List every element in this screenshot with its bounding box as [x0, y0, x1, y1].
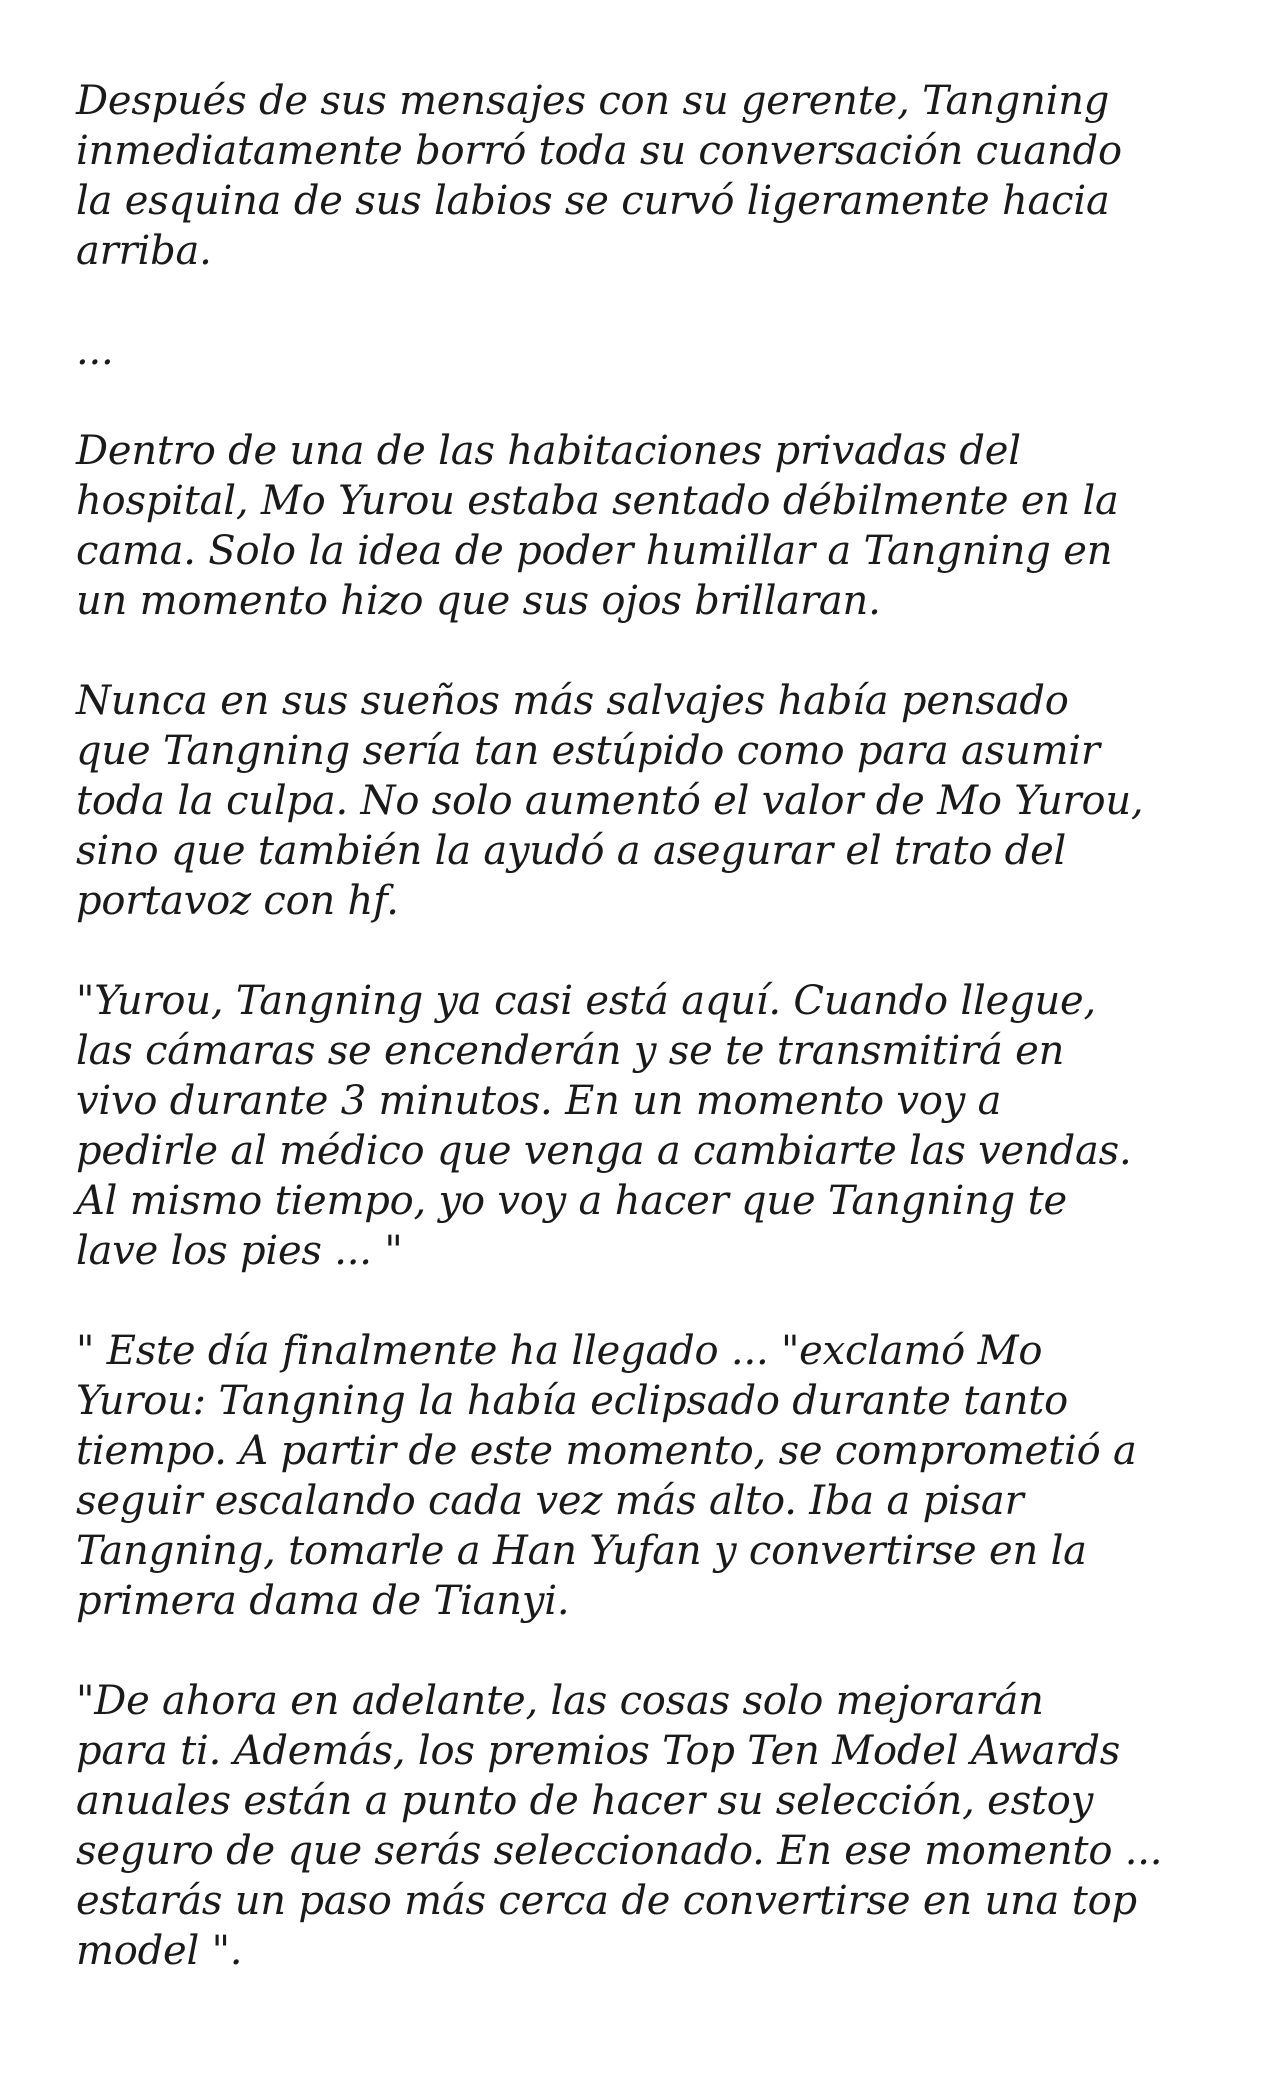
paragraph-2-ellipsis [76, 326, 1215, 376]
text-line: portavoz con hf. [76, 878, 399, 924]
text-line: "De ahora en adelante, las cosas solo mejorarán [76, 1678, 1044, 1724]
text-line: Después de sus mensajes con su gerente, Tangning [76, 78, 1110, 124]
text-line: Al mismo tiempo, yo voy a hacer que Tangning te [76, 1178, 1067, 1224]
text-line: que Tangning sería tan estúpido como para asumir [76, 728, 1100, 774]
text-line: vivo durante 3 minutos. En un momento voy a [76, 1078, 1002, 1124]
text-line: sino que también la ayudó a asegurar el trato del [76, 828, 1067, 874]
text-line: " Este día finalmente ha llegado ... "exclamó Mo [76, 1328, 1043, 1374]
text-line: las cámaras se encenderán y se te transmitirá en [76, 1028, 1065, 1074]
text-line: tiempo. A partir de este momento, se comprometió a [76, 1428, 1137, 1474]
paragraph-3 [76, 426, 1215, 626]
text-line: hospital, Mo Yurou estaba sentado débilmente en la [76, 478, 1119, 524]
text-line: cama. Solo la idea de poder humillar a Tangning en [76, 528, 1113, 574]
text-line: lave los pies ... " [76, 1228, 403, 1274]
text-line: arriba. [76, 228, 212, 274]
text-line: un momento hizo que sus ojos brillaran. [76, 578, 881, 624]
text-line: Yurou: Tangning la había eclipsado durante tanto [76, 1378, 1069, 1424]
text-line: estarás un paso más cerca de convertirse en una top [76, 1878, 1137, 1924]
text-line: para ti. Además, los premios Top Ten Model Awards [76, 1728, 1121, 1774]
paragraph-1 [76, 76, 1215, 276]
text-line: inmediatamente borró toda su conversación cuando [76, 128, 1122, 174]
paragraph-7 [76, 1676, 1215, 1976]
text-line: la esquina de sus labios se curvó ligeramente hacia [76, 178, 1110, 224]
text-line: primera dama de Tianyi. [76, 1578, 570, 1624]
text-line: toda la culpa. No solo aumentó el valor de Mo Yurou, [76, 778, 1144, 824]
text-line: model ". [76, 1928, 243, 1974]
text-line: ... [76, 328, 114, 374]
paragraph-6 [76, 1326, 1215, 1626]
text-line: "Yurou, Tangning ya casi está aquí. Cuando llegue, [76, 978, 1097, 1024]
text-line: pedirle al médico que venga a cambiarte las vendas. [76, 1128, 1132, 1174]
text-line: Tangning, tomarle a Han Yufan y convertirse en la [76, 1528, 1087, 1574]
document-body [76, 76, 1215, 1976]
text-line: Dentro de una de las habitaciones privadas del [76, 428, 1021, 474]
paragraph-4 [76, 676, 1215, 926]
text-line: seguro de que serás seleccionado. En ese momento ... [76, 1828, 1163, 1874]
text-line: anuales están a punto de hacer su selección, estoy [76, 1778, 1094, 1824]
text-line: Nunca en sus sueños más salvajes había pensado [76, 678, 1069, 724]
text-line: seguir escalando cada vez más alto. Iba a pisar [76, 1478, 1024, 1524]
paragraph-5 [76, 976, 1215, 1276]
